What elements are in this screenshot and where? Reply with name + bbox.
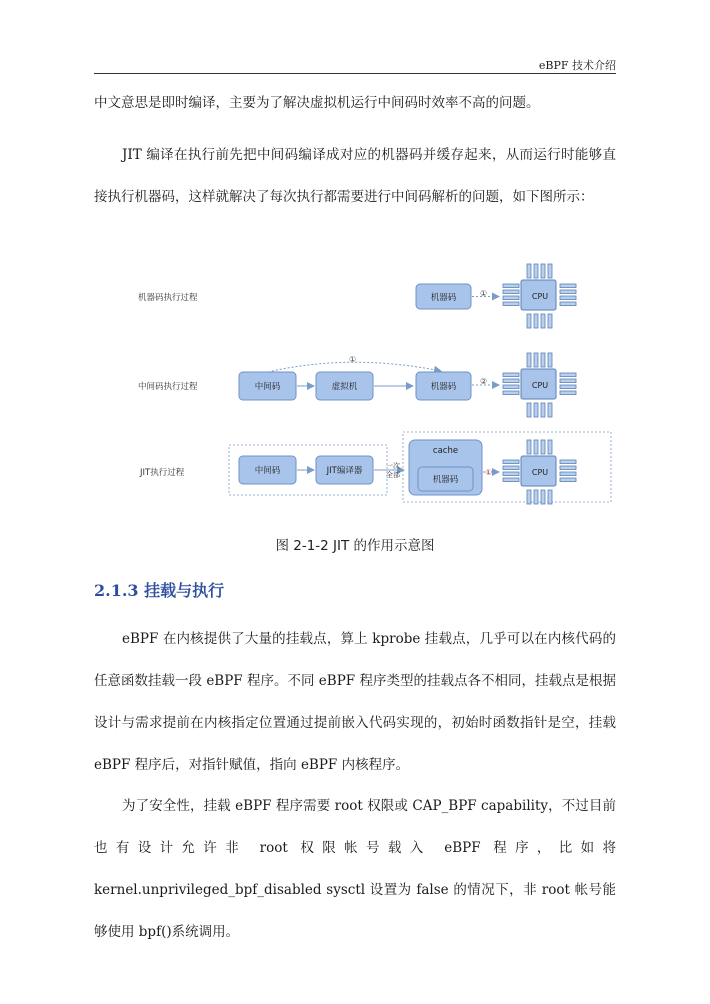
row3-once-line2: 全部	[386, 471, 400, 479]
figure-caption: 图 2-1-2 JIT 的作用示意图	[275, 538, 435, 554]
row3-cache-label: cache	[432, 446, 459, 456]
row2-cpu-label: CPU	[531, 381, 549, 390]
row3-intermediate-label: 中间码	[254, 466, 281, 476]
row3-jit-label: JIT编译器	[326, 466, 363, 476]
row1-label: 机器码执行过程	[138, 293, 198, 303]
row2-label: 中间码执行过程	[138, 382, 198, 392]
row1-cpu-label: CPU	[531, 292, 549, 301]
row2-machine-code-label: 机器码	[430, 382, 457, 392]
paragraph-4: 为了安全性，挂载 eBPF 程序需要 root 权限或 CAP_BPF capability，不过目前也有设计允许非 root 权限帐号载入 eBPF 程序，比如将 kernel.unprivileged_bpf_disabled sysctl 设置为 false 的情况下，非 root 帐号能够使用 bpf()系统调用。	[94, 798, 616, 940]
paragraph-3: eBPF 在内核提供了大量的挂载点，算上 kprobe 挂载点，几乎可以在内核代码的任意函数挂载一段 eBPF 程序。不同 eBPF 程序类型的挂载点各不相同，挂载点是根据设计与需求提前在内核指定位置通过提前嵌入代码实现的，初始时函数指针是空，挂载 eBPF 程序后，对指针赋值，指向 eBPF 内核程序。	[94, 631, 616, 773]
row3-step: ①	[485, 468, 493, 477]
row2-intermediate-label: 中间码	[254, 382, 281, 392]
header-rule	[94, 73, 616, 74]
row3-once-line1: 一次	[386, 462, 400, 470]
row2-step: ②	[480, 377, 488, 386]
paragraph-2: JIT 编译在执行前先把中间码编译成对应的机器码并缓存起来，从而运行时能够直接执行机器码，这样就解决了每次执行都需要进行中间码解析的问题，如下图所示：	[94, 147, 616, 205]
section-heading: 2.1.3 挂载与执行	[94, 581, 225, 600]
row3-machine-code-label: 机器码	[432, 475, 459, 485]
row2-curve-step: ①	[349, 355, 357, 364]
row2-vm-label: 虚拟机	[331, 382, 358, 392]
jit-figure	[0, 255, 710, 525]
row3-label: JIT执行过程	[140, 468, 185, 478]
paragraph-1: 中文意思是即时编译，主要为了解决虚拟机运行中间码时效率不高的问题。	[94, 95, 540, 111]
row3-cpu-label: CPU	[531, 468, 549, 477]
row1-step: ①	[480, 289, 488, 298]
row1-machine-code-label: 机器码	[430, 293, 457, 303]
header-title: eBPF 技术介绍	[538, 59, 616, 72]
